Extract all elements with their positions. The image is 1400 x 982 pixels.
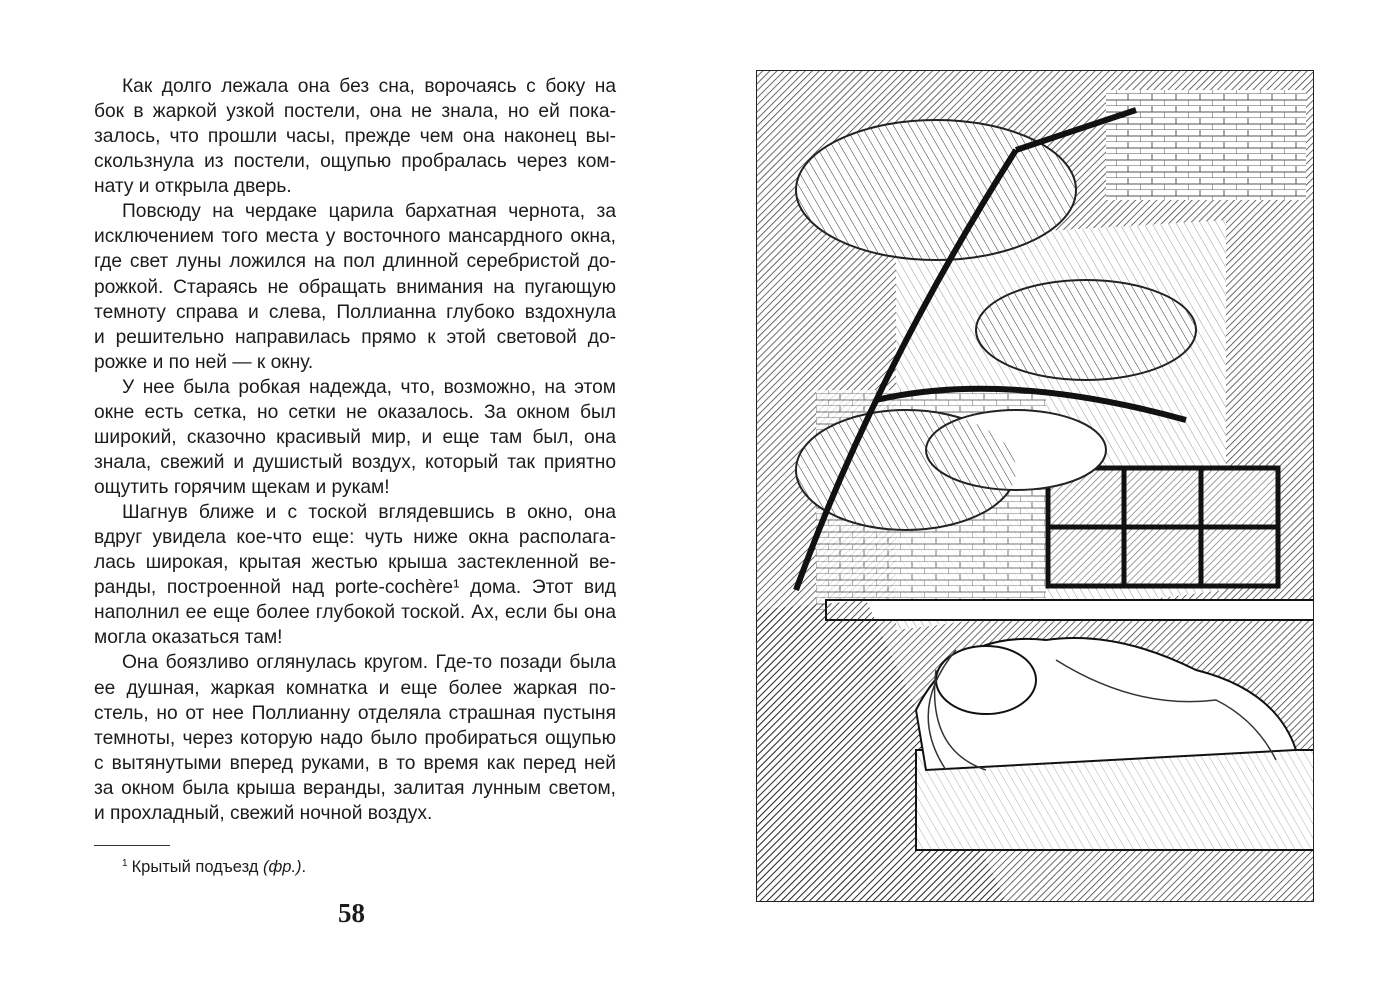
paragraph	[94, 74, 616, 199]
text-line: темноту справа и слева, Поллианна глубоко вздохнула	[94, 301, 616, 323]
window	[1048, 468, 1278, 586]
text-line: ее душная, жаркая комнатка и еще более жаркая по-	[94, 677, 616, 699]
text-line: У нее была робкая надежда, что, возможно, на этом	[122, 376, 616, 398]
footnote-abbrev: (фр.)	[262, 858, 302, 876]
text-line: Как долго лежала она без сна, ворочаясь с боку на	[122, 76, 616, 97]
text-line: за окном была крыша веранды, залитая лунным светом,	[94, 777, 616, 799]
text-line: где свет луны ложился на пол длинной серебристой до-	[94, 251, 616, 273]
text-line: залось, что прошли часы, прежде чем она наконец вы-	[94, 126, 616, 148]
text-line: ощутить горячим щекам и рукам!	[94, 477, 390, 498]
text-line: рожке и по ней — к окну.	[94, 351, 314, 373]
text-line: рожкой. Стараясь не обращать внимания на пугающую	[94, 276, 616, 298]
text-line: окне есть сетка, но сетки не оказалось. За окном был	[94, 401, 616, 423]
text-line: бок в жаркой узкой постели, она не знала, но ей пока-	[94, 101, 616, 123]
paragraph	[94, 650, 616, 825]
text-line: знала, свежий и душистый воздух, который так приятно	[94, 451, 616, 473]
text-line: и решительно направилась прямо к этой световой до-	[94, 326, 616, 348]
text-line: могла оказаться там!	[94, 627, 283, 649]
paragraph	[94, 500, 616, 650]
text-line: лась широкая, крытая жестью крыша застекленной ве-	[94, 552, 616, 574]
text-line: ранды, построенной над porte-cochère¹ дома. Этот вид	[94, 577, 616, 599]
text-line: и прохладный, свежий ночной воздух.	[94, 802, 433, 824]
text-line: темноты, через которую надо было пробираться ощупью	[94, 727, 616, 749]
text-line: широкий, сказочно красивый мир, и еще там был, она	[94, 426, 616, 448]
text-line: Она боязливо оглянулась кругом. Где-то позади была	[122, 652, 616, 674]
text-line: нату и открыла дверь.	[94, 176, 292, 198]
page-number: 58	[338, 898, 365, 928]
text-line: Повсюду на чердаке царила бархатная чернота, за	[122, 201, 616, 223]
paragraph	[94, 199, 616, 374]
footnote-text: Крытый подъезд	[131, 858, 263, 876]
footnote-divider	[94, 845, 170, 846]
girl-sleeping-illustration	[756, 70, 1314, 902]
footnote-mark: 1	[122, 858, 128, 869]
text-line: с вытянутыми вперед руками, в то время как перед ней	[94, 752, 616, 774]
footnote-end: .	[301, 858, 307, 876]
text-line: вдруг увидела кое-что еще: чуть ниже окна располага-	[94, 527, 616, 549]
text-line: исключением того места у восточного мансардного окна,	[94, 226, 616, 248]
text-line: наполнил ее еще более глубокой тоской. Ах, если бы она	[94, 602, 616, 624]
text-line: Шагнув ближе и с тоской вглядевшись в окно, она	[122, 502, 616, 524]
body-text	[94, 74, 616, 826]
text-line: скользнула из постели, ощупью пробралась через ком-	[94, 151, 616, 173]
footnote	[122, 858, 306, 877]
paragraph	[94, 375, 616, 500]
text-line: стель, но от нее Поллианну отделяла страшная пустыня	[94, 702, 616, 724]
